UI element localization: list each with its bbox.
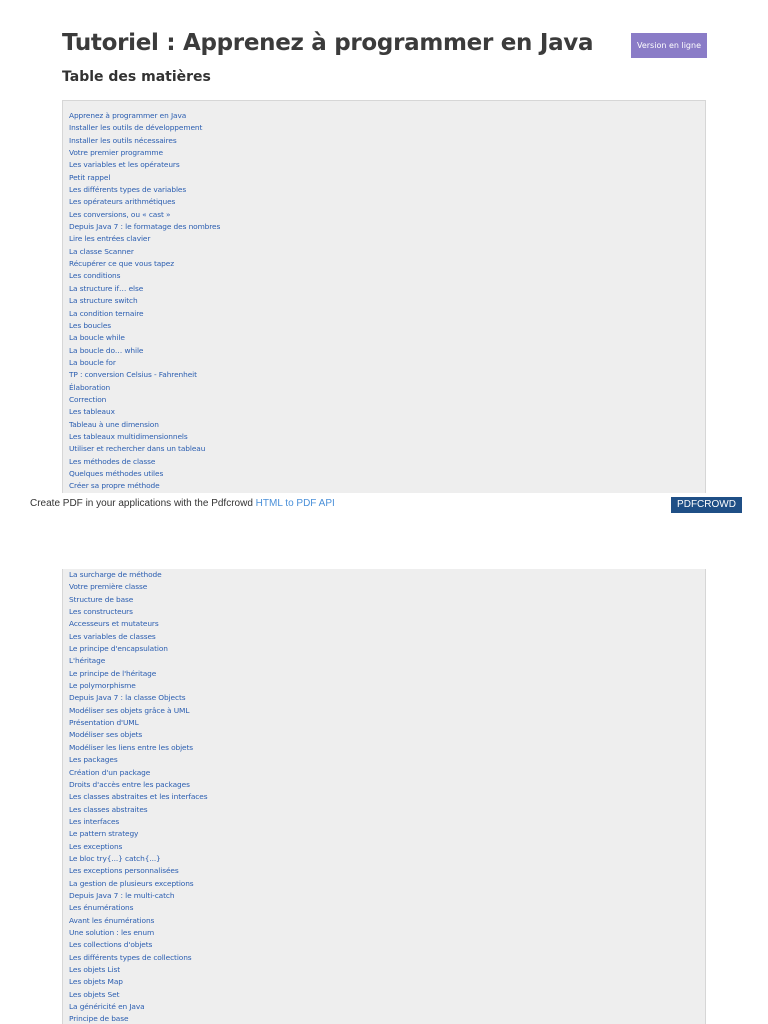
toc-link[interactable]: Les objets List [69, 965, 121, 974]
pdfcrowd-button[interactable]: PDFCROWD [671, 497, 742, 513]
toc-link[interactable]: La surcharge de méthode [69, 570, 162, 579]
toc-link[interactable]: Les différents types de variables [69, 185, 187, 195]
toc-link[interactable]: Structure de base [69, 594, 134, 604]
toc-list [63, 569, 705, 1024]
toc-list [63, 101, 705, 493]
toc-heading: Table des matières [62, 69, 211, 85]
toc-link[interactable]: La condition ternaire [69, 308, 144, 318]
toc-link[interactable]: Les interfaces [69, 816, 120, 826]
toc-link[interactable]: TP : conversion Celsius - Fahrenheit [69, 370, 197, 380]
toc-link[interactable]: Création d'un package [69, 767, 151, 777]
toc-link[interactable]: Votre premier programme [69, 148, 163, 158]
toc-link[interactable]: La généricité en Java [69, 1002, 145, 1012]
toc-link[interactable]: Les packages [69, 755, 118, 765]
toc-link[interactable]: Utiliser et rechercher dans un tableau [69, 444, 206, 454]
toc-link[interactable]: Installer les outils de développement [69, 123, 203, 133]
toc-link[interactable]: La gestion de plusieurs exceptions [69, 878, 194, 888]
toc-link[interactable]: Les méthodes de classe [69, 456, 156, 466]
toc-link[interactable]: Les conversions, ou « cast » [69, 209, 171, 219]
pdf-footer-label: Create PDF in your applications with the Pdfcrowd [30, 498, 256, 509]
toc-link[interactable]: La structure switch [69, 296, 138, 306]
toc-link[interactable]: Une solution : les enum [69, 927, 155, 937]
toc-link[interactable]: Les variables et les opérateurs [69, 160, 180, 170]
toc-link[interactable]: Modéliser les liens entre les objets [69, 742, 194, 752]
toc-link[interactable]: La classe Scanner [69, 246, 134, 256]
toc-link[interactable]: Le polymorphisme [69, 681, 136, 691]
toc-link[interactable]: Présentation d'UML [69, 718, 139, 728]
toc-link[interactable]: Les objets Set [69, 989, 120, 999]
toc-link[interactable]: Les exceptions personnalisées [69, 866, 179, 876]
toc-link[interactable]: Apprenez à programmer en Java [69, 111, 187, 120]
toc-link[interactable]: Les opérateurs arithmétiques [69, 197, 176, 207]
toc-panel-page-2 [62, 569, 706, 1024]
toc-link[interactable]: Avant les énumérations [69, 915, 155, 925]
toc-link[interactable]: Tableau à une dimension [69, 419, 159, 429]
toc-link[interactable]: Depuis Java 7 : la classe Objects [69, 693, 186, 703]
toc-link[interactable]: Les boucles [69, 320, 112, 330]
toc-link[interactable]: Les tableaux multidimensionnels [69, 431, 188, 441]
toc-link[interactable]: Les différents types de collections [69, 952, 192, 962]
toc-link[interactable]: Les exceptions [69, 841, 123, 851]
toc-link[interactable]: La boucle for [69, 357, 116, 367]
toc-link[interactable]: L'héritage [69, 656, 106, 666]
toc-link[interactable]: La structure if… else [69, 283, 144, 293]
pdf-api-link[interactable]: HTML to PDF API [255, 498, 335, 509]
toc-link[interactable]: Le pattern strategy [69, 829, 139, 839]
toc-link[interactable]: Depuis Java 7 : le formatage des nombres [69, 222, 221, 232]
toc-link[interactable]: Les tableaux [69, 407, 115, 417]
toc-link[interactable]: Modéliser ses objets grâce à UML [69, 705, 190, 715]
toc-link[interactable]: Depuis Java 7 : le multi-catch [69, 890, 175, 900]
toc-link[interactable]: Accesseurs et mutateurs [69, 619, 159, 629]
toc-link[interactable]: Installer les outils nécessaires [69, 135, 177, 145]
toc-link[interactable]: Droits d'accès entre les packages [69, 779, 190, 789]
toc-link[interactable]: Le principe d'encapsulation [69, 644, 168, 654]
toc-link[interactable]: Les collections d'objets [69, 940, 153, 950]
toc-link[interactable]: Récupérer ce que vous tapez [69, 259, 175, 269]
toc-link[interactable]: Modéliser ses objets [69, 730, 143, 740]
toc-link[interactable]: Le bloc try{...} catch{...} [69, 853, 161, 863]
toc-link[interactable]: Les énumérations [69, 903, 134, 913]
toc-link[interactable]: Les objets Map [69, 977, 123, 987]
online-version-button[interactable]: Version en ligne [631, 33, 707, 58]
toc-link[interactable]: Les variables de classes [69, 631, 156, 641]
page-title: Tutoriel : Apprenez à programmer en Java [62, 30, 594, 56]
toc-link[interactable]: Les classes abstraites et les interfaces [69, 792, 208, 802]
toc-link[interactable]: Lire les entrées clavier [69, 234, 151, 244]
toc-link[interactable]: Élaboration [69, 382, 111, 392]
toc-link[interactable]: Principe de base [69, 1014, 129, 1024]
toc-link[interactable]: Le principe de l'héritage [69, 668, 157, 678]
toc-link[interactable]: Les classes abstraites [69, 804, 148, 814]
toc-link[interactable]: Petit rappel [69, 172, 111, 182]
toc-link[interactable]: La boucle do… while [69, 345, 144, 355]
toc-link[interactable]: La boucle while [69, 333, 125, 343]
toc-link[interactable]: Correction [69, 394, 107, 404]
toc-link[interactable]: Les conditions [69, 271, 121, 281]
pdf-footer-text [30, 498, 335, 509]
toc-link[interactable]: Créer sa propre méthode [69, 481, 160, 491]
toc-link[interactable]: Les constructeurs [69, 607, 133, 617]
toc-link[interactable]: Votre première classe [69, 582, 148, 592]
toc-link[interactable]: Quelques méthodes utiles [69, 468, 164, 478]
pdf-footer-bar [0, 493, 768, 517]
toc-panel-page-1 [62, 100, 706, 493]
